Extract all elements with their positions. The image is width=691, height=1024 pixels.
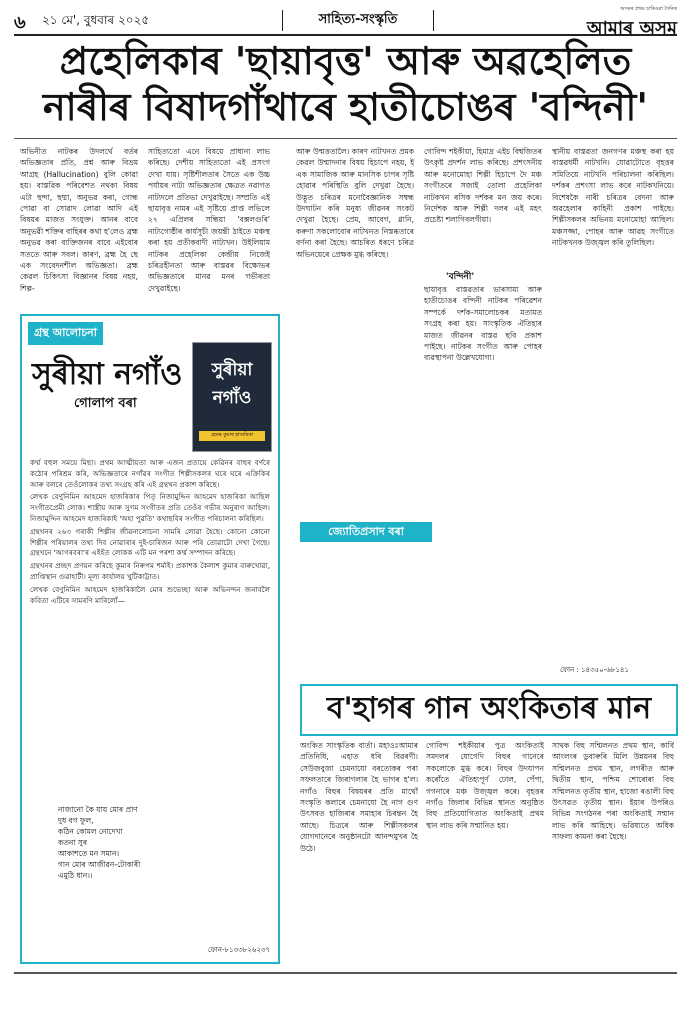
article1-col3: আৰু উন্মত্ততালৈ। কাৰণ নাটখনত প্ৰমক কেৱল উন্মাদনাৰ বিষয় হিচাপে নহয়, ই এক সামাজিক আৰু মানসিক চাপৰ সৃষ্টি হোৱাৰ পৰিস্থিতি বুলি দেখুৱা হৈছে। উদ্ভূত চৰিত্ৰৰ মনোবৈজ্ঞানিক সম্বন্ধ উদঘাটন কৰি মনুষ্য জীৱনৰ সংকট দেখুৱা হৈছে। প্ৰেম, আবেগ, গ্লানি, কৰুণা সকলোবোৰ নাটখনত নিস্তব্ধতাৰে বৰ্ণনা কৰা হৈছে। আচৰিত ধৰণে চৰিত্ৰ অভিনয়েৰে প্ৰেক্ষক মুগ্ধ কৰিছে। [296,147,414,259]
headline-line-2: নাৰীৰ বিষাদগাঁথাৰে হাতীচোঙৰ 'বন্দিনী' [43,84,648,129]
article1-col3-continued [296,548,414,674]
bihu-col2: গোবিন্দ শইকীয়াৰ পুত্ৰ অংকিতাই সমদলৰ যোগেদি বিহুৰ গানেৰে সকলোকে মুগ্ধ কৰে। বিহুৰ উদযাপন কৰোঁতে ঐতিহ্যপূৰ্ণ ঢোল, পেঁপা, গগনাৰে মঞ্চ উজ্জ্বল কৰে। বৃহত্তৰ নগাঁও জিলাৰ বিভিন্ন স্থানত অনুষ্ঠিত বিহু প্ৰতিযোগিতাত অংকিতাই প্ৰথম স্থান লাভ কৰি সন্মানিত হয়। [426,741,544,830]
page-header [14,6,677,39]
review-paragraph: লেখক বেণুনিমিন আহমেদ হাজৰিকাৰ পিতৃ নিজামুদ্দিন আহমেদ হাজৰিকা আছিল সংগীতপ্ৰেমী লোক। শাস্ত্ৰীয় আৰু সুগম সংগীতৰ প্ৰতি তেওঁৰ গভীৰ অনুৰাগ আছিল। নিজামুদ্দিন আহমেদ হাজৰিকাই 'অহা পুৱতি' কথাছবিৰ সংগীত পৰিচালনা কৰিছিল। [30,492,270,523]
bihu-col1: অংকিত সাংস্কৃতিক বাৰ্তা। মহাওঃআমাৰ প্ৰতিনিধি, এহাত ধৰি বিৱৰণী। সেউজবুজা চেমনাযো বৰতোকৰ পৰা সফলতাৰে জিৰাগলাৰ হৈ ভাগৰ হ'ল। নগাঁও বিহুৰ বিষয়ৰৰ প্ৰতি মাথোঁ সংস্কৃতি কলাৰে চেমনাযো হৈ নাগ গুণ উৎসবত হাজিৰাৰ সমাহাৰ চিৰন্তন হৈ আছে। চিত্ৰৰে আৰু শিল্পীসকলৰ যোগদানেৰে অনুষ্ঠানটো আনন্দমুখৰ হৈ উঠে। [300,741,418,853]
poem-line: কতনা সুৰ [58,838,88,847]
review-title: সুৰীয়া নগাঁও [32,357,183,392]
review-paragraph: গ্ৰন্থখনৰ ২৬৩ গৰাকী শিল্পীৰ জীৱনালোচনা সামৰি লোৱা হৈছে। কোনো কোনো শিল্পীৰ পৰিয়ালৰ তথ্য দিব নোৱাৰাৰ দুই-চাৰিজন আৰু পৰি তোৱাটো দেখা গৈছে। গ্ৰন্থখনে 'আগৰবৰা'ৰ এইহঁত লোকক এটি মন পৰশা কৰ্ম্ম সম্পাদন কৰিছে। [30,526,270,558]
cover-title: সুৰীয়া নগাঁও [211,360,253,408]
review-poem [58,804,258,881]
article2-col3: স্থানীয় বাস্তৱতা জনগণৰ মঞ্চস্থ কৰা হয় বাস্তৱধৰ্মী নাটখনি। যোৱাটোতে বৃহত্তৰ সমিতিয়ে নাটখনি পৰিচালনা কৰিছিল। দৰ্শকৰ প্ৰশংসা লাভ কৰে নাটকখনিয়ে। বিশেষকৈ নাৰী চৰিত্ৰৰ বেদনা আৰু অৱহেলাৰ কাহিনী প্ৰকাশ পাইছে। শিল্পীসকলৰ অভিনয় মনোমোহা আছিল। মঞ্চসজ্জা, পোহৰ আৰু আৱহ সংগীতে নাটকখনক উজ্জ্বল কৰি তুলিছিল। [552,147,674,248]
main-headline [22,38,669,130]
poem-line: গান মোৰ আজীৱন-টোকাৰী [58,860,141,869]
logo-name: আমাৰ অসম [586,18,677,39]
poem-line: এমুঠি ধান।। [58,871,93,880]
poem-line: দুধ বগ ফুল, [58,816,94,825]
headline-line-1: প্ৰহেলিকাৰ 'ছায়াবৃত্ত' আৰু অৱহেলিত [59,38,632,83]
newspaper-logo [547,6,677,39]
review-paragraph: গ্ৰন্থখনৰ প্ৰচ্ছদ প্ৰণয়ন কৰিছে কুমাৰ নিৰুপম শৰ্মাই। প্ৰকাশক কৈলাশ কুমাৰ বাৰুখোৱা, প্ৰাপ্তিস্থান গুৱাহাটী। মূল্য কাৰ্যালয় খুটিকাট্টাত। [30,561,270,581]
review-tag: গ্ৰন্থ আলোচনা [28,322,103,345]
article1-col2: সাহিত্যতো এনে বিষয়ে প্ৰাধান্য লাভ কৰিছে। দেশীয় সাহিত্যতো এই প্ৰসংগ দেখা যায়। সৃষ্টিশীলতাৰ সৈতে এক উচ্চ পৰ্যায়ৰ নাট্য অভিজ্ঞতাৰ ক্ষেত্ৰত নৱাগত নাট্যদলে প্ৰতিভা দেখুৱাইছে। সম্প্ৰতি এই ছায়াবৃত্ত নামৰ এই সৃষ্টিয়ে প্ৰাপ্ত লভিলে ২৭ এপ্ৰিলৰ সন্ধিয়া 'বক্সলগুৰি' নাট্যগোষ্ঠীৰ কাৰ্যসূচী জয়ন্তী ঠাইতে মঞ্চস্থ কৰা হয় প্ৰতীকবাদী নাট্যখন। উইলিয়াম নাটকৰ প্ৰহেলিকা কেন্দ্ৰীয় নিজেই চৰিত্ৰহীনতা আৰু বাস্তৱৰ বিক্ষোভৰ অভিজ্ঞতাৰে মানৱ মনৰ গভীৰতা দেখুৱাইছে। [148,147,270,293]
article1-col5: ছায়াবৃত্ত বাস্তৱতাৰ ভাৰসাম্য আৰু হাতীচোঙৰ বন্দিনী নাটকৰ পৰিৱেশন সম্পৰ্কে দৰ্শক-সমালোচকৰ মতামত সংগ্ৰহ কৰা হয়। সাংস্কৃতিক ঐতিহ্যৰ মাজত জীৱনৰ বাস্তৱ ছবি প্ৰকাশ পাইছে। নাটকৰ সংগীত আৰু পোহৰ ব্যৱস্থাপনা উল্লেখযোগ্য। [424,285,542,363]
review-phone: ফোন-৮১৩৩৮২৬২৩৭ [207,946,270,954]
cover-author: হেমন্ত কুমাৰ হাজৰিকা [199,431,265,441]
logo-tagline: অসমৰ প্ৰথম চাৰিওৱা দৈনিক [620,6,677,12]
bihu-col3: সাথক বিহু সন্মিলনত প্ৰথম স্থান, কাৰ্বি আংলংৰ ডুবাৰুৰি মিলি উন্নয়নৰ বিহু সন্মিলনত প্ৰথম স্থান, লগৰীত আৰু দ্বিতীয় স্থান, পশ্চিম শোৰোৰা বিহু সন্মিলনত তৃতীয় স্থান, হাজো ৰঙালী বিহু উৎসৱত তৃতীয় স্থান। ইয়াৰ উপৰিও বিভিন্ন সংগঠনৰ পৰা অংকিতাই সন্মান লাভ কৰি আহিছে। ভৱিষ্যতে অধিক সাফল্য কামনা কৰা হৈছে। [552,741,674,842]
page-date: ২১ মে', বুধবাৰ ২০২৫ [42,13,150,27]
bihu-headline: ব'হাগৰ গান অংকিতাৰ মান [300,684,678,736]
poem-line: নাজানো কৈ যায় মোৰ প্ৰাণ [58,805,138,814]
review-author: গোলাপ বৰা [74,396,137,411]
article1-col4: গোবিন্দ শইকীয়া, হিমাদ্ৰ এইচ বিশ্বজিতৰ উৎকৃষ্ট প্ৰদৰ্শন লাভ কৰিছে। প্ৰশংসনীয় আৰু মনোমোহা শিল্পী হিচাপে দৈ মঞ্চ সংগীতৰে সজাই তোলা প্ৰহেলিকা নাটকখন ৰসিক দৰ্শকৰ মন জয় কৰে। নিৰ্দেশক আৰু শিল্পী দলৰ এই মহৎ প্ৰচেষ্টা শলাগিবলগীয়া। [424,147,542,225]
review-paragraph: লেখক বেণুনিমিন আহমেদ হাজৰিকালৈ মোৰ শুভেচ্ছা আৰু অভিনন্দন জনাবলৈ কবিতা এটিৰে সামৰণি মাৰিলোঁ— [30,584,270,605]
poem-line: আকাশতে মন সমান। [58,849,120,858]
review-paragraph: কৰ্ম্ম বহুল সময়ে মিছা। প্ৰথম আত্মীয়তা আৰু এজন প্ৰত্যয়ে কেৱিনৰ বাহুৰ বৰ্ণৰে কঠোৰ পৰিশ্ৰম কৰি, অভিজ্ঞতাৰে নগাঁৱৰ সংগীত শিল্পীসকলৰ ঘৰে ঘৰে এক্ৰিকিৰ আৰু বলৰে তেওঁলোকৰ তথ্য সংগ্ৰহ কৰি এই গ্ৰন্থখন প্ৰকাশ কৰিছে। [30,458,270,489]
page-number: ৬ [14,12,26,33]
headline-rule [14,138,677,139]
article1-col1: অভিনীত নাটকৰ উদলৰ্থে বৰ্তৰ অভিজ্ঞতাৰ প্ৰতি, প্ৰশ্ন আৰু বিভ্ৰম আগ্ৰহ (Hallucination) বুলি কোৱা হয়। বাস্তৱিক পৰিবেশত নথকা বিষয় এটা ছন্দা, ছদ্মা, অনুভৱ কৰা, গোন্ধ পোৱা বা সোৱাদ লোৱা আদি এই বিষয়ৰ মাজত সংযুক্ত। আনৰ বাবে অনুভৱী শক্তিৰ বাহিৰৰ কথা হ'লেও ব্ৰহ্ম অনুভৱ কৰা ব্যক্তিজনৰ বাবে এইবোৰ সততে আৰু সবল। কাৰণ, ব্ৰহ্ম হৈ ছে এক সংবেদনশীল অভিজ্ঞতা। ব্ৰহ্ম কেৱল চিকিৎসা বিজ্ঞানৰ বিষয় নহয়, শিল্প- [20,147,138,293]
article-phone: ফোন : ১৪৩৫০-৬৮১৪১ [560,666,629,674]
footer-rule [14,972,677,974]
author-byline: জ্যোতিপ্ৰসাদ বৰা [300,522,432,542]
book-review-box [20,314,280,964]
bandini-label: 'বন্দিনী' [445,272,475,282]
poem-line: কঠিন কোমল নোদেখা [58,827,123,836]
section-title: সাহিত্য-সংস্কৃতি [282,10,434,31]
book-cover-image [192,342,272,452]
